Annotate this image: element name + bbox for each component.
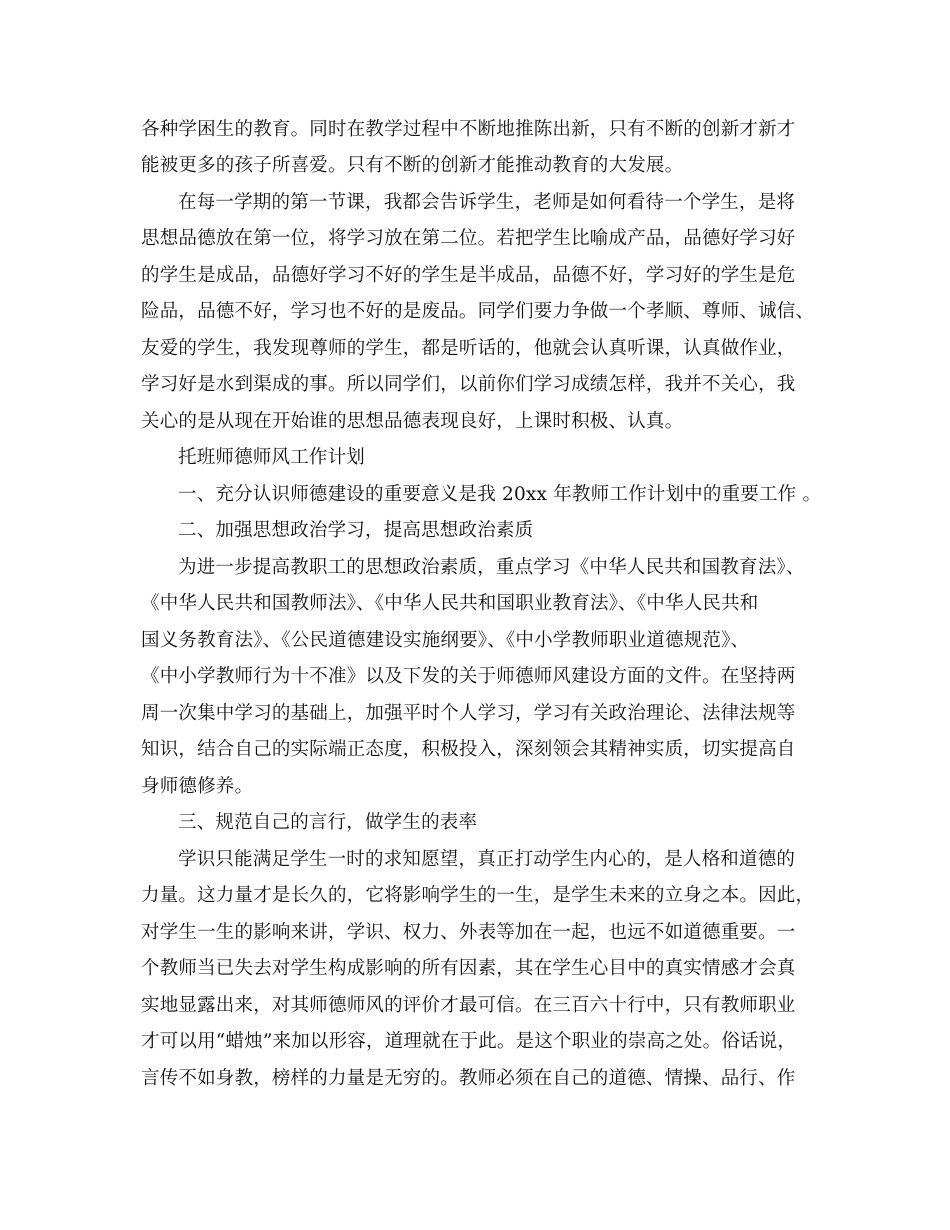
text-line: 个教师当已失去对学生构成影响的所有因素，其在学生心目中的真实情感才会真 bbox=[141, 958, 796, 979]
text-line: 学习好是水到渠成的事。所以同学们，以前你们学习成绩怎样，我并不关心，我 bbox=[141, 374, 796, 395]
text-line: 能被更多的孩子所喜爱。只有不断的创新才能推动教育的大发展。 bbox=[141, 155, 684, 176]
text-line: 国义务教育法》、《公民道德建设实施纲要》、《中小学教师职业道德规范》、 bbox=[141, 630, 750, 651]
section-heading: 托班师德师风工作计划 bbox=[178, 447, 366, 468]
text-line: 友爱的学生，我发现尊师的学生，都是听话的，他就会认真听课，认真做作业， bbox=[141, 338, 796, 359]
text-line: 身师德修养。 bbox=[141, 776, 254, 797]
text-line: 在每一学期的第一节课，我都会告诉学生，老师是如何看待一个学生，是将 bbox=[178, 192, 796, 213]
text-line: 思想品德放在第一位，将学习放在第二位。若把学生比喻成产品，品德好学习好 bbox=[141, 228, 796, 249]
section-heading: 一、充分认识师德建设的重要意义是我 20xx 年教师工作计划中的重要工作 。 bbox=[178, 484, 822, 505]
text-line: 才可以用“蜡烛”来加以形容，道理就在于此。是这个职业的崇高之处。俗话说， bbox=[141, 1031, 797, 1052]
text-line: 周一次集中学习的基础上，加强平时个人学习，学习有关政治理论、法律法规等 bbox=[141, 703, 796, 724]
text-line: 《中华人民共和国教师法》、《中华人民共和国职业教育法》、《中华人民共和 bbox=[141, 593, 759, 614]
section-heading: 三、规范自己的言行，做学生的表率 bbox=[178, 812, 478, 833]
text-line: 力量。这力量才是长久的，它将影响学生的一生，是学生未来的立身之本。因此， bbox=[141, 885, 815, 906]
text-line: 知识，结合自己的实际端正态度，积极投入，深刻领会其精神实质，切实提高自 bbox=[141, 739, 796, 760]
text-line: 的学生是成品，品德好学习不好的学生是半成品，品德不好，学习好的学生是危 bbox=[141, 265, 796, 286]
text-line: 《中小学教师行为十不准》以及下发的关于师德师风建设方面的文件。在坚持两 bbox=[141, 666, 796, 687]
text-line: 言传不如身教，榜样的力量是无穷的。教师必须在自己的道德、情操、品行、作 bbox=[141, 1068, 796, 1089]
text-line: 对学生一生的影响来讲，学识、权力、外表等加在一起，也远不如道德重要。一 bbox=[141, 922, 796, 943]
text-line: 学识只能满足学生一时的求知愿望，真正打动学生内心的，是人格和道德的 bbox=[178, 849, 796, 870]
text-line: 实地显露出来，对其师德师风的评价才最可信。在三百六十行中，只有教师职业 bbox=[141, 995, 796, 1016]
text-line: 各种学困生的教育。同时在教学过程中不断地推陈出新，只有不断的创新才新才 bbox=[141, 119, 796, 140]
section-heading: 二、加强思想政治学习，提高思想政治素质 bbox=[178, 520, 534, 541]
text-line: 险品，品德不好，学习也不好的是废品。同学们要力争做一个孝顺、尊师、诚信、 bbox=[141, 301, 815, 322]
text-line: 关心的是从现在开始谁的思想品德表现良好，上课时积极、认真。 bbox=[141, 411, 684, 432]
text-line: 为进一步提高教职工的思想政治素质，重点学习《中华人民共和国教育法》、 bbox=[178, 557, 805, 578]
